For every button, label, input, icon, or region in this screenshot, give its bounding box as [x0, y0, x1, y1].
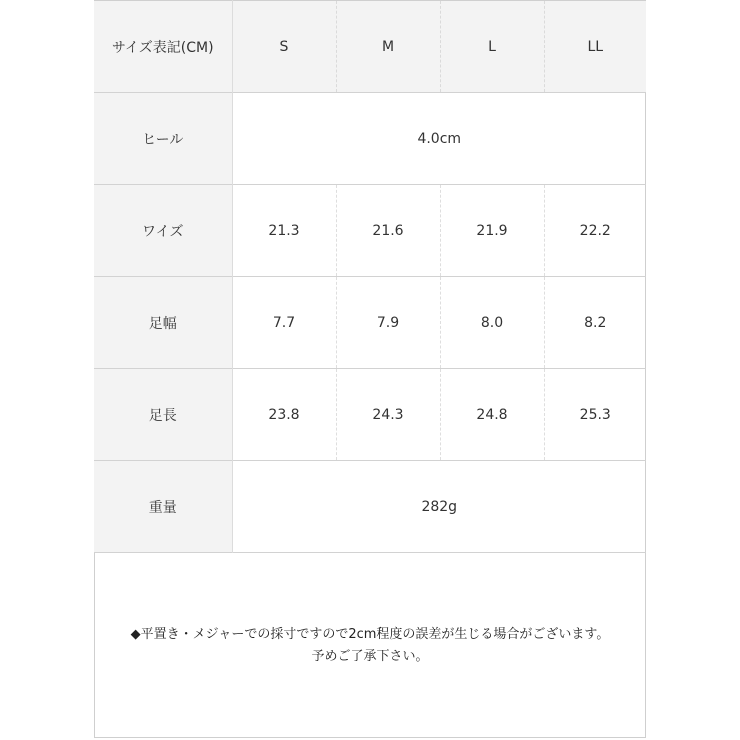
- weight-value: 282g: [421, 498, 458, 515]
- foot-width-value-l: 8.0: [440, 277, 544, 369]
- size-header-ll: LL: [544, 1, 646, 93]
- foot-length-value-s: 23.8: [232, 369, 336, 461]
- wise-value-s: 21.3: [232, 185, 336, 277]
- wise-value-m: 21.6: [336, 185, 440, 277]
- heel-value: 4.0cm: [417, 130, 462, 147]
- measurement-note: [94, 624, 646, 668]
- table-row-wise: [94, 185, 646, 277]
- note-line-1: ◆平置き・メジャーでの採寸ですので2cm程度の誤差が生じる場合がございます。: [130, 627, 610, 642]
- row-label-foot-width: 足幅: [94, 277, 232, 369]
- row-label-heel: ヒール: [94, 93, 232, 185]
- table-row-foot-width: [94, 277, 646, 369]
- wise-value-l: 21.9: [440, 185, 544, 277]
- size-label-header: サイズ表記(CM): [94, 1, 232, 93]
- size-header-m: M: [336, 1, 440, 93]
- size-header-l: L: [440, 1, 544, 93]
- foot-width-value-ll: 8.2: [584, 314, 607, 331]
- row-label-weight: 重量: [94, 461, 232, 553]
- table-row-foot-length: [94, 369, 646, 461]
- row-label-wise: ワイズ: [94, 185, 232, 277]
- foot-length-value-m: 24.3: [336, 369, 440, 461]
- note-line-2: 予めご了承下さい。: [311, 649, 429, 664]
- size-header-s: S: [232, 1, 336, 93]
- foot-length-value-ll: 25.3: [579, 406, 611, 423]
- table-header-row: [94, 1, 646, 93]
- table-row-heel: [94, 93, 646, 185]
- foot-width-value-m: 7.9: [336, 277, 440, 369]
- foot-length-value-l: 24.8: [440, 369, 544, 461]
- foot-width-value-s: 7.7: [232, 277, 336, 369]
- wise-value-ll: 22.2: [579, 222, 611, 239]
- row-label-foot-length: 足長: [94, 369, 232, 461]
- table-row-weight: [94, 461, 646, 553]
- size-table: [94, 0, 646, 553]
